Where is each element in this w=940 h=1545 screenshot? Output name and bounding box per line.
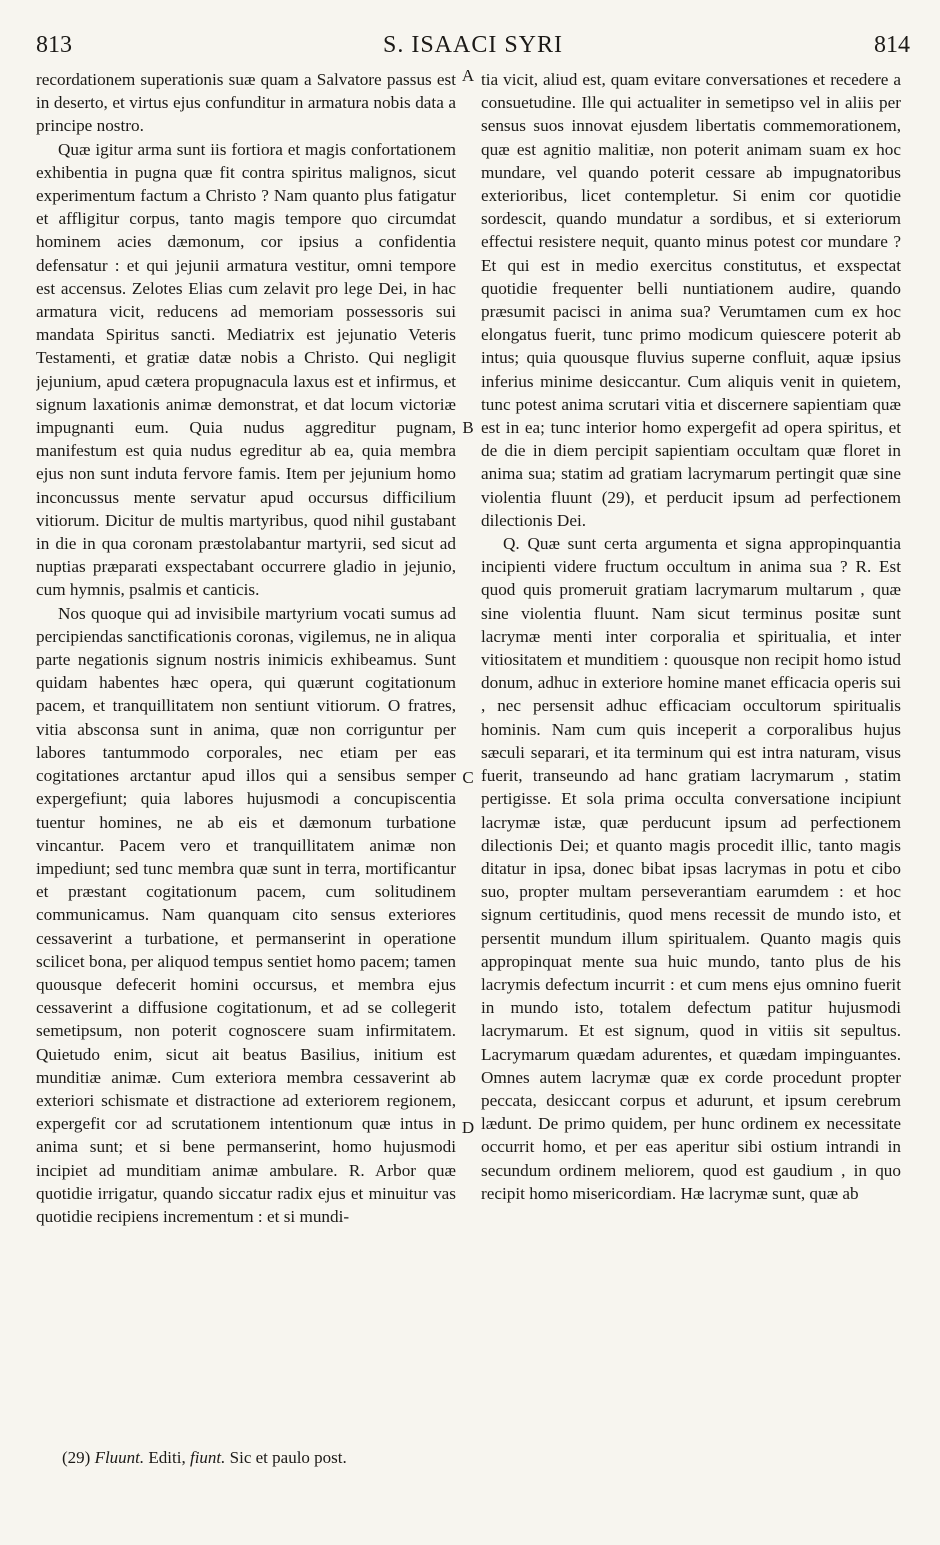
left-paragraph-2: Quæ igitur arma sunt iis fortiora et magis confortationem exhibentia in pugna quæ fit contra spiritus malignos, sicut experimentum factum a Christo ? Nam quanto plus fatigatur et affligitur corpus, tanto magis tempore quo circumdat hominem acies dæmonum, cor ipsius a confidentia defensatur : et qui jejunii armatura vestitur, omni tempore est accensus. Zelotes Elias cum zelavit pro lege Dei, in hac armatura vicit, reducens ad memoriam possessoris sui mandata Spiritus sancti. Mediatrix est jejunatio Veteris Testamenti, et gratiæ datæ nobis a Christo. Qui negligit jejunium, apud cætera propugnacula laxus est et infirmus, et signum laxationis animæ demonstrat, et dat locum victoriæ impugnanti eum. Quia nudus aggreditur pugnam, manifestum est quia nudus egreditur ab ea, quia membra ejus non sunt induta fervore famis. Item per jejunium homo inconcussus mente servatur apud occursus difficilium vitiorum. Dicitur de multis martyribus, quod nihil gustabant in die in qua coronam præstolabantur martyrii, sed sicut ad nuptias præparati exspectabant occurrere gladio in jejunio, cum hymnis, psalmis et canticis.: [36, 139, 456, 600]
right-paragraph-1: tia vicit, aliud est, quam evitare conversationes et recedere a consuetudine. Ille qui actualiter in semetipso vel in aliis per sensus suos innovat ejusdem libertatis commemorationem, quæ est agnitio malitiæ, non poterit animam suam ex hoc mundare, vel quando poterit cessare ab impugnatoribus exterioribus, licet contempletur. Si enim cor quotidie sordescit, quando mundatur a sordibus, et si exteriorum effectui resistere nequit, quanto minus potest cor mundare ? Et qui est in medio exercitus constitutus, et exspectat quotidie frequenter belli nuntiationem audire, quando præsumit pacisci in anima sua? Verumtamen cum ex hoc elongatus fuerit, tunc primo modicum quiescere poterit ab intus; quia quousque fluvius superne confluit, aquæ ipsius inferius minime desiccantur. Cum aliquis venit in quietem, tunc potest anima scrutari vitia et discernere sapientiam quæ est in ea; tunc interior homo expergefit ad opera spiritus, et de die in diem percipit sapientiam occultam quæ floret in anima sua; statim ad gratiam lacrymarum pertingit quæ sine violentia fluunt (29), et perducit ipsum ad perfectionem dilectionis Dei.: [481, 70, 901, 530]
section-marker-d: D: [461, 1118, 475, 1137]
right-column: [481, 68, 901, 1428]
section-marker-c: C: [462, 768, 474, 787]
footnote: [62, 1448, 762, 1468]
left-paragraph-1: recordationem superationis suæ quam a Salvatore passus est in deserto, et virtus ejus confunditur in armatura nobis data a principe nostro.: [36, 70, 456, 136]
running-title: S. ISAACI SYRI: [382, 32, 564, 58]
footnote-lemma: Fluunt.: [94, 1448, 145, 1467]
running-header: [36, 32, 910, 64]
page-number-left: 813: [36, 32, 72, 58]
page-number-right: 814: [874, 32, 910, 58]
section-marker-a: A: [461, 66, 475, 85]
left-column: [36, 68, 456, 1428]
left-paragraph-3: Nos quoque qui ad invisibile martyrium vocati sumus ad percipiendas sanctificationis coronas, vigilemus, ne in aliqua parte negationis signum nostris inimicis exhibeamus. Sunt quidam habentes hæc opera, qui quærunt cogitationum pacem, et tranquillitatem non sentiunt vitiorum. O fratres, vitia absconsa sunt in anima, quæ non corriguntur per labores tantummodo corporales, nec etiam per eas cogitationes arctantur apud illos qui a sensibus semper expergefiunt; quia labores hujusmodi a concupiscentia tuentur homines, ne ab eis et dæmonum turbatione vincantur. Pacem vero et tranquillitatem animæ non impediunt; sed tunc membra quæ sunt in terra, mortificantur et præstant cogitationum pacem, cum solitudinem communicamus. Nam quanquam cito sensus exteriores cessaverint a turbatione, et permanserint in operatione scilicet bona, per aliquod tempus sentiet homo pacem; tamen quousque defecerit homini occursus, et membra ejus cessaverint a diffusione cogitationum, et ad se collegerit semetipsum, non poterit cognoscere suam infirmitatem. Quietudo enim, sicut ait beatus Basilius, initium est munditiæ animæ. Cum exteriora membra cessaverint ab exteriori schismate et distractione ad exteriorem regionem, expergefit cor ad scrutationem intentionum quæ intus in anima sunt; et si bene permanserint, homo hujusmodi incipiet ad munditiam animæ ambulare. R. Arbor quæ quotidie irrigatur, quando siccatur radix ejus et minuitur vas quotidie recipiens incrementum : et si mundi-: [36, 603, 456, 1226]
footnote-text-mid: Editi,: [148, 1448, 186, 1467]
section-marker-b: B: [462, 418, 474, 437]
footnote-text-end: Sic et paulo post.: [229, 1448, 347, 1467]
footnote-number: (29): [62, 1448, 91, 1467]
footnote-variant: fiunt.: [189, 1448, 226, 1467]
right-paragraph-2: Q. Quæ sunt certa argumenta et signa appropinquantia incipienti videre fructum occultum in anima sua ? R. Est quod quis promeruit gratiam lacrymarum multarum , quæ sine violentia fluunt. Nam sicut terminus positæ sunt lacrymæ menti inter corporalia et spiritualia, et inter vitiositatem et munditiem : quousque non recipit homo istud donum, adhuc in exteriore homine manet efficacia operis sui , nec persensit adhuc efficaciam occultorum spiritualis hominis. Nam cum quis inceperit a corporalibus hujus sæculi separari, et ita terminum qui est intra naturam, visus fuerit, transeundo ad hanc gratiam lacrymarum , statim pertigisse. Et sola prima occulta conversatione incipiunt lacrymæ istæ, quæ perducunt ipsum ad perfectionem dilectionis Dei; et quanto magis procedit illic, tanto magis ditatur in ipsa, donec bibat ipsas lacrymas in potu et cibo suo, propter multam perseverantiam earumdem : et hoc signum certitudinis, quod mens recessit de mundo isto, et persentit mundum illum spiritualem. Quanto magis quis appropinquat mente sua huic mundo, tanto plus de his lacrymis defectum incurrit : et cum mens ejus omnino fuerit in mundo isto, totalem defectum patitur hujusmodi lacrymarum. Et est signum, quod in vitiis sit sepultus. Lacrymarum quædam adurentes, et quædam impinguantes. Omnes autem lacrymæ quæ ex corde procedunt propter peccata, desiccant corpus et adurunt, et ipsum cerebrum lædunt. De primo quidem, per hunc ordinem ex necessitate occurrit homo, et per eas aperitur sibi ostium intrandi in secundum ordinem meliorem, quod est gaudium , in quo recipit homo misericordiam. Hæ lacrymæ sunt, quæ ab: [481, 534, 901, 1203]
